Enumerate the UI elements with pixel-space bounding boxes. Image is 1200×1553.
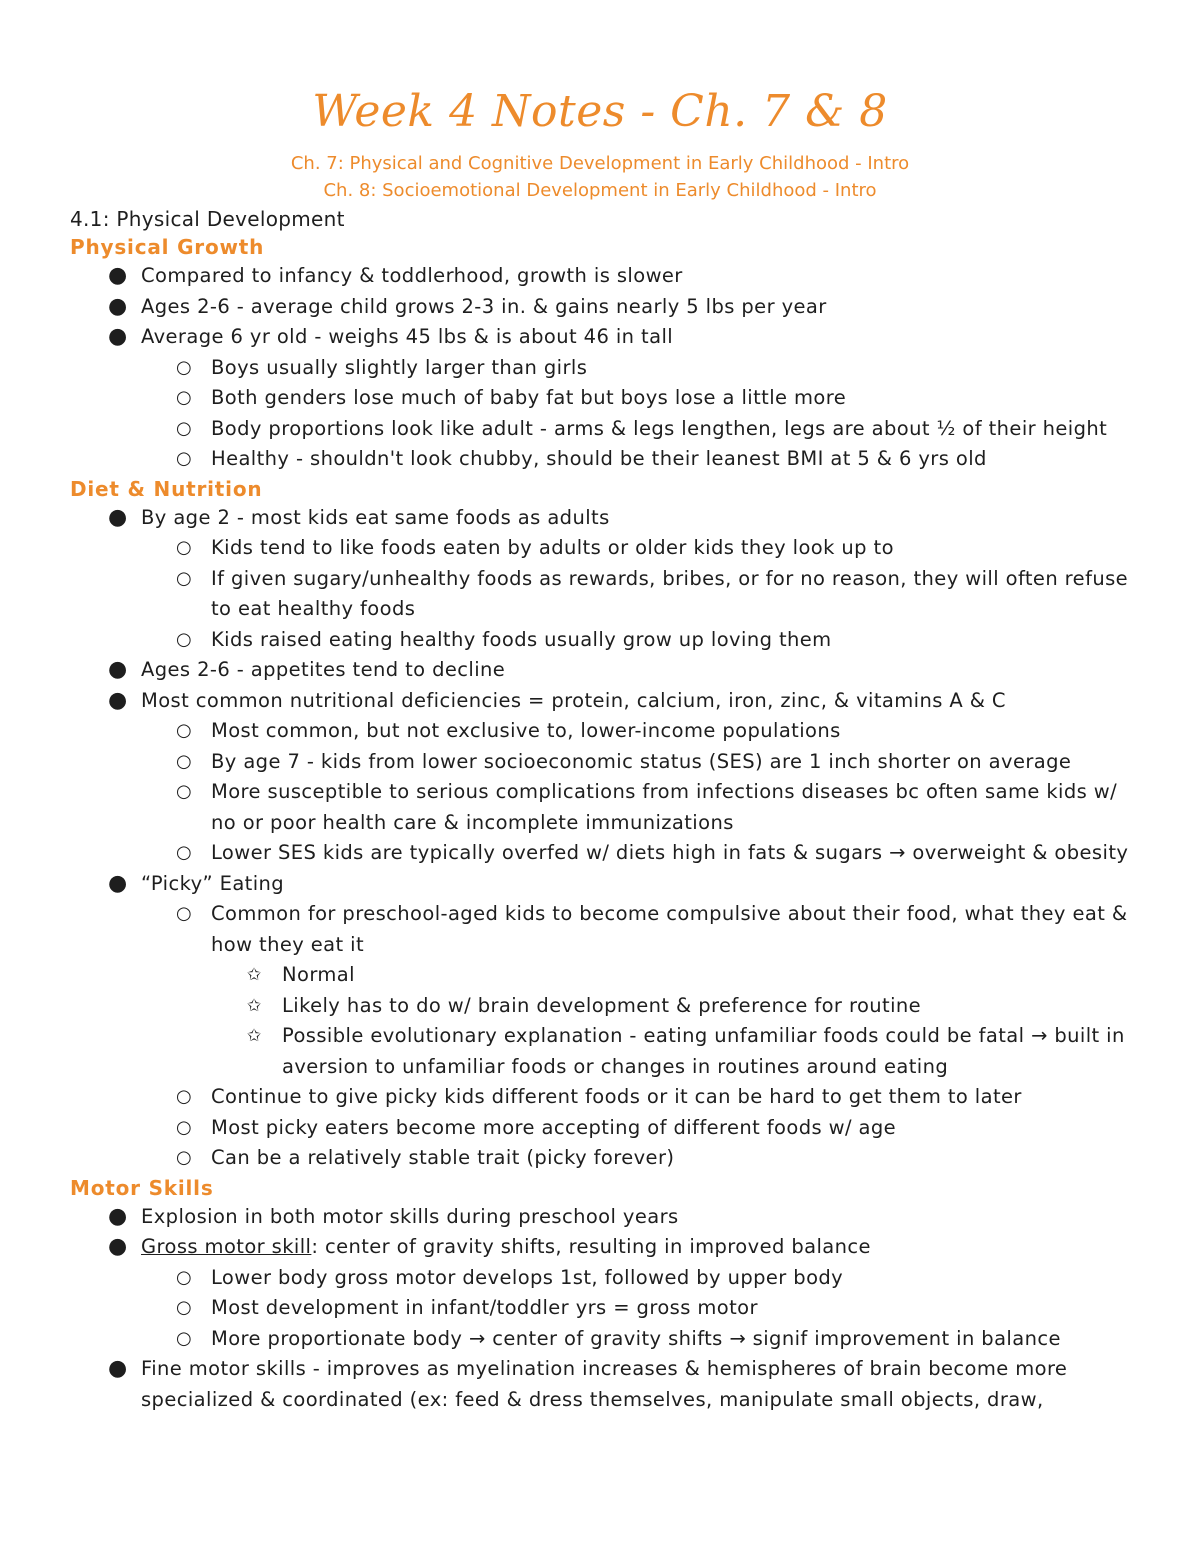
sub-list-item-text: By age 7 - kids from lower socioeconomic status (SES) are 1 inch shorter on average bbox=[211, 749, 1072, 773]
sub-list-item bbox=[70, 625, 1130, 656]
list-item bbox=[70, 1354, 1130, 1415]
circle-bullet-icon: ○ bbox=[176, 387, 193, 408]
bullet-icon: ● bbox=[108, 293, 128, 319]
circle-bullet-icon: ○ bbox=[176, 1147, 193, 1168]
sub-sub-list-item-text: Likely has to do w/ brain development & preference for routine bbox=[282, 993, 922, 1017]
sub-list-item bbox=[70, 533, 1130, 564]
sub-list-item-text: Both genders lose much of baby fat but boys lose a little more bbox=[211, 386, 847, 409]
picky-sub-sublist bbox=[70, 960, 1130, 1082]
list-item-text: Ages 2-6 - appetites tend to decline bbox=[141, 658, 506, 681]
chapter-8-subtitle: Ch. 8: Socioemotional Development in Early Childhood - Intro bbox=[323, 180, 877, 201]
sub-list-item-text: Most development in infant/toddler yrs = gross motor bbox=[211, 1296, 758, 1319]
sub-list-item bbox=[70, 716, 1130, 747]
sub-sub-list-item bbox=[70, 960, 1130, 991]
circle-bullet-icon: ○ bbox=[176, 1297, 193, 1318]
list-item-text: Average 6 yr old - weighs 45 lbs & is about 46 in tall bbox=[141, 325, 674, 348]
circle-bullet-icon: ○ bbox=[176, 448, 193, 469]
circle-bullet-icon: ○ bbox=[176, 781, 193, 802]
list-item-text: Ages 2-6 - average child grows 2-3 in. & gains nearly 5 lbs per year bbox=[141, 294, 827, 318]
sub-list-item bbox=[70, 1082, 1130, 1113]
picky-sublist-1 bbox=[70, 899, 1130, 960]
heading-physical-growth: Physical Growth bbox=[70, 235, 265, 259]
bullet-icon: ● bbox=[108, 1203, 128, 1229]
diet-list-2 bbox=[70, 655, 1130, 716]
diet-list-3 bbox=[70, 869, 1130, 900]
diet-sublist-3 bbox=[70, 716, 1130, 869]
circle-bullet-icon: ○ bbox=[176, 417, 193, 439]
list-item bbox=[70, 322, 1130, 353]
bullet-icon: ● bbox=[108, 263, 128, 288]
bullet-icon: ● bbox=[108, 657, 128, 682]
circle-bullet-icon: ○ bbox=[176, 1086, 193, 1107]
circle-bullet-icon: ○ bbox=[176, 750, 193, 772]
sub-list-item bbox=[70, 1143, 1130, 1174]
bullet-icon: ● bbox=[108, 870, 128, 896]
list-item-text: “Picky” Eating bbox=[141, 871, 285, 895]
sub-list-item-text: Healthy - shouldn't look chubby, should be their leanest BMI at 5 & 6 yrs old bbox=[211, 447, 987, 470]
sub-list-item bbox=[70, 1293, 1130, 1324]
sub-list-item-text: Kids raised eating healthy foods usually grow up loving them bbox=[211, 627, 832, 651]
sub-list-item bbox=[70, 1324, 1130, 1355]
motor-list-1 bbox=[70, 1202, 1130, 1263]
circle-bullet-icon: ○ bbox=[176, 842, 193, 863]
list-item-text: Compared to infancy & toddlerhood, growth is slower bbox=[141, 264, 683, 287]
sub-list-item bbox=[70, 1113, 1130, 1144]
list-item-text: : center of gravity shifts, resulting in improved balance bbox=[311, 1235, 871, 1258]
sub-sub-list-item bbox=[70, 1021, 1130, 1082]
physical-growth-sublist bbox=[70, 353, 1130, 475]
circle-bullet-icon: ○ bbox=[176, 903, 193, 924]
sub-sub-list-item-text: Normal bbox=[282, 963, 355, 986]
bullet-icon: ● bbox=[108, 1356, 128, 1381]
diet-sublist-1 bbox=[70, 533, 1130, 655]
sub-list-item bbox=[70, 899, 1130, 960]
list-item bbox=[70, 292, 1130, 323]
sub-list-item-text: Lower body gross motor develops 1st, followed by upper body bbox=[211, 1265, 844, 1289]
page-title: Week 4 Notes - Ch. 7 & 8 bbox=[312, 86, 888, 137]
star-bullet-icon: ✩ bbox=[247, 965, 262, 985]
list-item bbox=[70, 1202, 1130, 1233]
circle-bullet-icon: ○ bbox=[176, 628, 193, 650]
bullet-icon: ● bbox=[108, 324, 128, 349]
motor-list-2 bbox=[70, 1354, 1130, 1415]
sub-list-item bbox=[70, 1263, 1130, 1294]
sub-list-item bbox=[70, 414, 1130, 445]
sub-list-item-text: Common for preschool-aged kids to become compulsive about their food, what they eat & how they eat it bbox=[211, 902, 1128, 956]
sub-list-item-text: Most common, but not exclusive to, lower-income populations bbox=[211, 719, 841, 742]
sub-list-item bbox=[70, 353, 1130, 384]
list-item bbox=[70, 655, 1130, 686]
sub-list-item bbox=[70, 747, 1130, 778]
star-bullet-icon: ✩ bbox=[247, 1026, 262, 1046]
star-bullet-icon: ✩ bbox=[247, 995, 262, 1016]
list-item bbox=[70, 1232, 1130, 1263]
diet-list-1 bbox=[70, 503, 1130, 534]
sub-list-item-text: Lower SES kids are typically overfed w/ diets high in fats & sugars → overweight & obesity bbox=[211, 841, 1129, 864]
sub-sub-list-item-text: Possible evolutionary explanation - eating unfamiliar foods could be fatal → built in aversion to unfamiliar foods or changes in routines around eating bbox=[282, 1024, 1125, 1078]
sub-list-item bbox=[70, 383, 1130, 414]
sub-sub-list-item bbox=[70, 991, 1130, 1022]
sub-list-item bbox=[70, 564, 1130, 625]
sub-list-item-text: If given sugary/unhealthy foods as rewards, bribes, or for no reason, they will often refuse to eat healthy foods bbox=[211, 566, 1129, 620]
list-item bbox=[70, 686, 1130, 717]
heading-diet-nutrition: Diet & Nutrition bbox=[70, 476, 263, 501]
circle-bullet-icon: ○ bbox=[176, 720, 193, 741]
bullet-icon: ● bbox=[108, 687, 128, 713]
list-item-text: Most common nutritional deficiencies = protein, calcium, iron, zinc, & vitamins A & C bbox=[141, 688, 1006, 712]
circle-bullet-icon: ○ bbox=[176, 1266, 193, 1288]
circle-bullet-icon: ○ bbox=[176, 356, 193, 378]
picky-sublist-2 bbox=[70, 1082, 1130, 1174]
circle-bullet-icon: ○ bbox=[176, 567, 193, 589]
sub-list-item-text: Boys usually slightly larger than girls bbox=[211, 355, 588, 379]
sub-list-item bbox=[70, 777, 1130, 838]
bullet-icon: ● bbox=[108, 1234, 128, 1259]
sub-list-item-text: Most picky eaters become more accepting of different foods w/ age bbox=[211, 1115, 897, 1139]
list-item-text: Fine motor skills - improves as myelination increases & hemispheres of brain become more specialized & coordinated (ex: feed & dress themselves, manipulate small objects, draw, bbox=[141, 1357, 1068, 1411]
sub-list-item-text: Continue to give picky kids different foods or it can be hard to get them to later bbox=[211, 1085, 1022, 1108]
bullet-icon: ● bbox=[108, 504, 128, 530]
sub-list-item-text: Can be a relatively stable trait (picky forever) bbox=[211, 1146, 675, 1169]
circle-bullet-icon: ○ bbox=[176, 537, 193, 558]
motor-sublist bbox=[70, 1263, 1130, 1355]
sub-list-item bbox=[70, 444, 1130, 475]
list-item-text: Explosion in both motor skills during preschool years bbox=[141, 1204, 679, 1228]
heading-motor-skills: Motor Skills bbox=[70, 1175, 214, 1200]
sub-list-item-text: Body proportions look like adult - arms & legs lengthen, legs are about ½ of their height bbox=[211, 416, 1108, 440]
chapter-7-subtitle: Ch. 7: Physical and Cognitive Development in Early Childhood - Intro bbox=[290, 153, 910, 174]
document-page bbox=[70, 70, 1130, 1415]
list-item-text: By age 2 - most kids eat same foods as adults bbox=[141, 505, 610, 529]
sub-list-item-text: Kids tend to like foods eaten by adults or older kids they look up to bbox=[211, 536, 894, 559]
list-item bbox=[70, 261, 1130, 292]
gross-motor-skill-term: Gross motor skill bbox=[141, 1235, 312, 1258]
physical-growth-list bbox=[70, 261, 1130, 353]
list-item bbox=[70, 503, 1130, 534]
list-item bbox=[70, 869, 1130, 900]
circle-bullet-icon: ○ bbox=[176, 1116, 193, 1138]
sub-list-item-text: More proportionate body → center of gravity shifts → signif improvement in balance bbox=[211, 1326, 1061, 1350]
sub-list-item bbox=[70, 838, 1130, 869]
circle-bullet-icon: ○ bbox=[176, 1327, 193, 1349]
section-label: 4.1: Physical Development bbox=[70, 207, 345, 231]
sub-list-item-text: More susceptible to serious complications from infections diseases bc often same kids w/ no or poor health care & incomplete immunizations bbox=[211, 780, 1118, 834]
